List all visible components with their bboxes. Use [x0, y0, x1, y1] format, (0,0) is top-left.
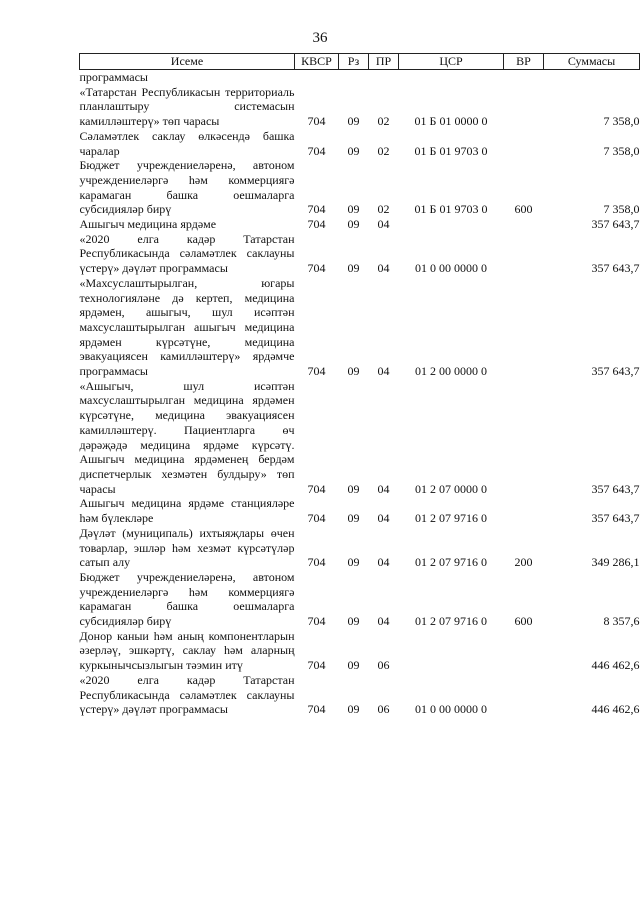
table-row — [80, 217, 640, 232]
cell-csr: 01 Б 01 9703 0 — [414, 202, 488, 217]
cell-csr: 01 0 00 0000 0 — [415, 261, 487, 276]
cell-name: «2020 елга кадәр Татарстан Республикасында сәламәтлек саклауны үстерү» дәүләт программасы — [79, 231, 295, 276]
cell-rz: 09 — [347, 555, 360, 570]
cell-vr — [504, 217, 544, 232]
cell-vr — [504, 85, 544, 129]
cell-vr — [504, 379, 544, 497]
cell-sum: 357 643,7 — [591, 217, 640, 232]
cell-name: Донор каныи һәм аның компонентларын әзерләү, эшкәртү, саклау һәм аларның куркынычсызлыгын тәэмин итү — [79, 628, 295, 673]
cell-pr: 04 — [377, 217, 390, 232]
cell-rz: 09 — [347, 511, 360, 526]
cell-rz: 09 — [347, 614, 360, 629]
cell-pr: 04 — [377, 481, 390, 496]
table-row — [80, 526, 640, 570]
cell-vr — [504, 673, 544, 717]
cell-csr: 01 2 07 9716 0 — [415, 614, 487, 629]
table-row — [80, 276, 640, 379]
cell-vr — [504, 70, 544, 85]
table-row — [80, 673, 640, 717]
cell-pr: 04 — [377, 261, 390, 276]
cell-kvsr: 704 — [307, 364, 326, 379]
header-pr: ПР — [369, 54, 399, 70]
cell-rz: 09 — [347, 114, 360, 129]
cell-pr: 02 — [377, 143, 390, 158]
cell-kvsr — [295, 70, 339, 85]
cell-sum: 446 462,6 — [591, 702, 640, 717]
cell-pr: 04 — [377, 364, 390, 379]
header-csr: ЦСР — [399, 54, 504, 70]
cell-vr — [504, 276, 544, 379]
cell-sum — [544, 70, 640, 85]
cell-csr: 01 0 00 0000 0 — [415, 702, 487, 717]
cell-rz: 09 — [347, 481, 360, 496]
cell-rz: 09 — [347, 702, 360, 717]
cell-vr — [504, 629, 544, 673]
table-header-row — [80, 54, 640, 70]
cell-sum: 8 357,6 — [603, 614, 640, 629]
cell-sum: 357 643,7 — [591, 511, 640, 526]
cell-vr — [504, 496, 544, 525]
cell-name: Ашыгыч медицина ярдәме станцияләре һәм бүлекләре — [79, 496, 295, 526]
cell-kvsr: 704 — [307, 658, 326, 673]
header-vr: ВР — [504, 54, 544, 70]
cell-csr: 01 2 07 9716 0 — [415, 511, 487, 526]
cell-csr: 01 2 07 9716 0 — [415, 555, 487, 570]
cell-kvsr: 704 — [307, 702, 326, 717]
cell-csr — [399, 217, 504, 232]
cell-sum: 7 358,0 — [603, 202, 640, 217]
cell-name: программасы — [79, 70, 148, 84]
cell-pr: 04 — [377, 511, 390, 526]
cell-pr: 04 — [377, 614, 390, 629]
cell-kvsr: 704 — [307, 261, 326, 276]
cell-name: «2020 елга кадәр Татарстан Республикасында сәламәтлек саклауны үстерү» дәүләт программасы — [79, 672, 295, 717]
cell-name: Дәүләт (муниципаль) ихтыяҗлары өчен товарлар, эшләр һәм хезмәт күрсәтүләр сатып алу — [79, 525, 295, 570]
cell-rz: 09 — [347, 202, 360, 217]
cell-csr — [399, 70, 504, 85]
cell-kvsr: 704 — [307, 202, 326, 217]
cell-rz: 09 — [347, 143, 360, 158]
header-name: Исеме — [80, 54, 295, 70]
cell-csr: 01 Б 01 9703 0 — [414, 143, 488, 158]
cell-pr: 06 — [377, 702, 390, 717]
table-row — [80, 70, 640, 85]
cell-sum: 357 643,7 — [591, 364, 640, 379]
cell-rz: 09 — [347, 658, 360, 673]
cell-sum: 349 286,1 — [591, 555, 640, 570]
cell-pr: 02 — [377, 202, 390, 217]
cell-pr: 04 — [377, 555, 390, 570]
cell-vr: 600 — [514, 614, 533, 629]
cell-kvsr: 704 — [307, 114, 326, 129]
cell-pr — [369, 70, 399, 85]
cell-name: Бюджет учреждениеләренә, автоном учреждениеләргә һәм коммерциягә карамаган башка оешмаларга субсидияләр бирү — [79, 569, 295, 629]
cell-name: Ашыгыч медицина ярдәме — [79, 217, 217, 232]
cell-sum: 7 358,0 — [603, 114, 640, 129]
table-row — [80, 629, 640, 673]
cell-vr: 200 — [514, 555, 533, 570]
cell-name: «Ашыгыч, шул исәптән махсуслаштырылган медицина ярдәмен күрсәтүне, медицина эвакуациясен камилләштерү. Пациентларга өч дәрәҗәдә медицина ярдәме күрсәтү. Ашыгыч медицина ярдәменең бердәм диспетчерлык хезмәтен булдыру» төп чарасы — [79, 378, 295, 496]
cell-kvsr: 704 — [307, 143, 326, 158]
table-row — [80, 85, 640, 129]
cell-sum: 357 643,7 — [591, 481, 640, 496]
cell-sum: 7 358,0 — [603, 143, 640, 158]
budget-table — [79, 53, 640, 717]
cell-name: «Татарстан Республикасын территориаль планлаштыру системасын камилләштерү» төп чарасы — [79, 84, 295, 129]
cell-csr: 01 2 07 0000 0 — [415, 481, 487, 496]
cell-csr — [399, 629, 504, 673]
cell-rz: 09 — [347, 261, 360, 276]
table-row — [80, 570, 640, 629]
header-kvsr: КВСР — [295, 54, 339, 70]
table-row — [80, 232, 640, 276]
cell-kvsr: 704 — [307, 511, 326, 526]
cell-rz: 09 — [347, 217, 360, 232]
table-row — [80, 158, 640, 217]
cell-sum: 446 462,6 — [591, 658, 640, 673]
cell-vr — [504, 129, 544, 158]
header-sum: Суммасы — [544, 54, 640, 70]
cell-vr: 600 — [514, 202, 533, 217]
table-row — [80, 379, 640, 497]
cell-pr: 02 — [377, 114, 390, 129]
cell-name: Сәламәтлек саклау өлкәсендә башка чаралар — [79, 128, 295, 158]
cell-csr: 01 2 00 0000 0 — [415, 364, 487, 379]
cell-sum: 357 643,7 — [591, 261, 640, 276]
cell-kvsr: 704 — [307, 614, 326, 629]
page-number: 36 — [312, 30, 328, 46]
cell-kvsr: 704 — [307, 481, 326, 496]
cell-kvsr: 704 — [307, 217, 326, 232]
table-row — [80, 129, 640, 158]
table-row — [80, 496, 640, 525]
header-rz: Рз — [339, 54, 369, 70]
cell-rz — [339, 70, 369, 85]
cell-csr: 01 Б 01 0000 0 — [414, 114, 488, 129]
cell-vr — [504, 232, 544, 276]
cell-name: «Махсуслаштырылган, югары технологияләне дә кертеп, медицина ярдәмен, ашыгыч, шул исәптән махсуслаштырылган ашыгыч медицина ярдәмен күрсәтүне, медицина эвакуациясен камилләштерү» ярдәмче программасы — [79, 275, 295, 379]
cell-name: Бюджет учреждениеләренә, автоном учреждениеләргә һәм коммерциягә карамаган башка оешмаларга субсидияләр бирү — [79, 158, 295, 217]
cell-kvsr: 704 — [307, 555, 326, 570]
cell-rz: 09 — [347, 364, 360, 379]
cell-pr: 06 — [377, 658, 390, 673]
